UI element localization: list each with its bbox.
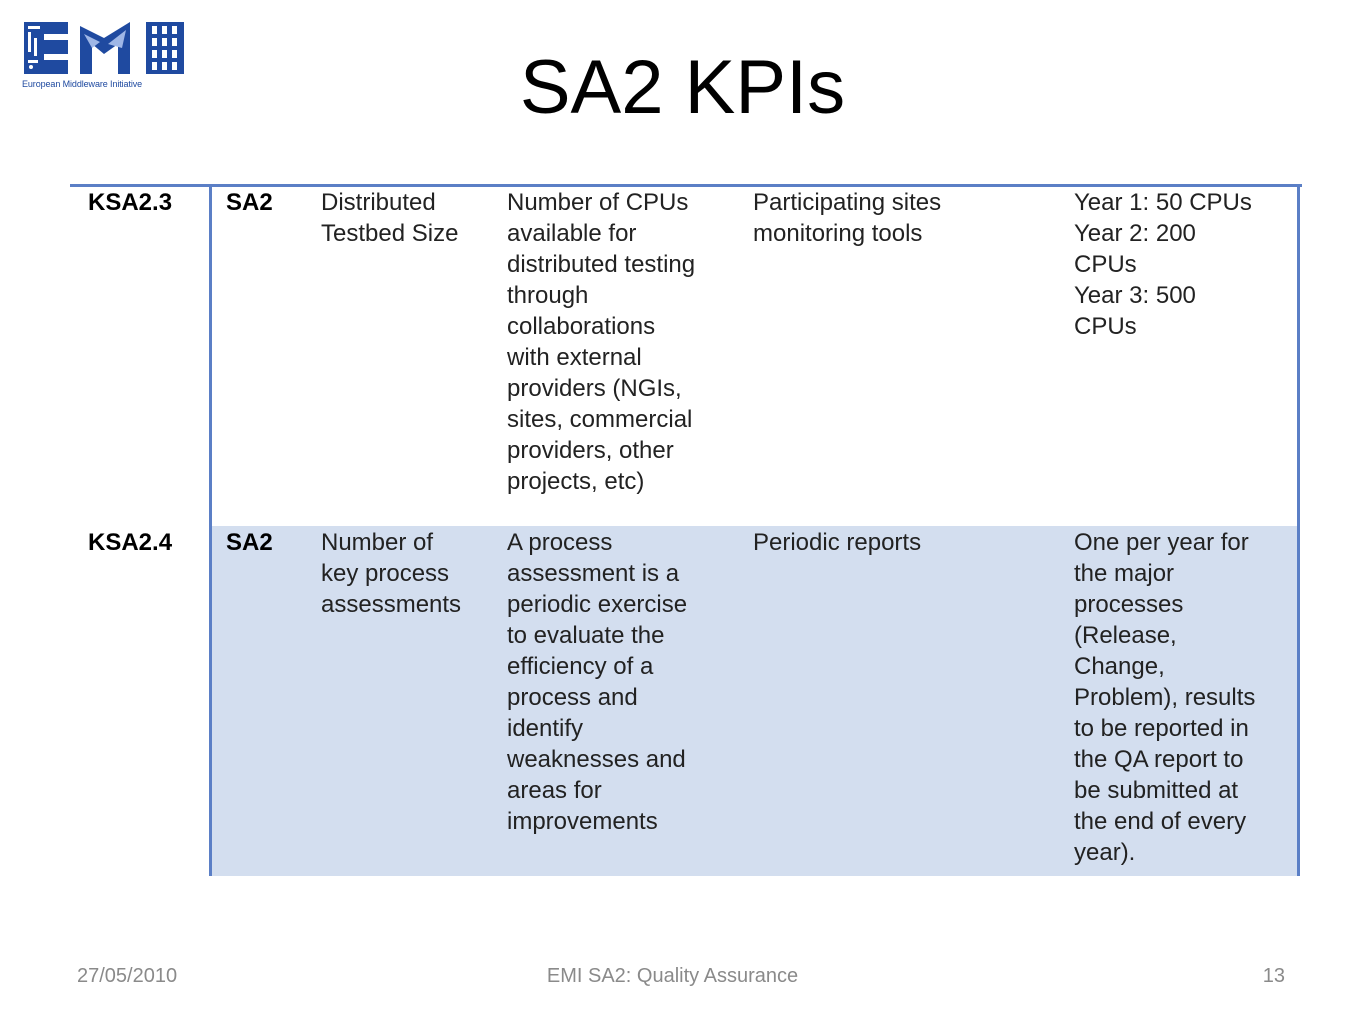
footer-date: 27/05/2010 bbox=[77, 965, 178, 987]
kpi-table bbox=[70, 184, 1302, 876]
row2-id: KSA2.4 bbox=[88, 529, 173, 556]
row1-name: Distributed Testbed Size bbox=[321, 189, 459, 247]
row1-target: Year 1: 50 CPUs Year 2: 200 CPUs Year 3: 500 CPUs bbox=[1074, 189, 1252, 340]
table-right-border bbox=[1297, 184, 1300, 876]
row2-target: One per year for the major processes (Release, Change, Problem), results to be reported in the QA report to be submitted at the end of every year). bbox=[1074, 529, 1256, 866]
row1-activity: SA2 bbox=[226, 189, 273, 216]
row2-activity: SA2 bbox=[226, 529, 273, 556]
row2-description: A process assessment is a periodic exercise to evaluate the efficiency of a process and identify weaknesses and areas for improvements bbox=[507, 529, 688, 835]
row1-description: Number of CPUs available for distributed testing through collaborations with external providers (NGIs, sites, commercial providers, other projects, etc) bbox=[507, 189, 696, 495]
row2-source: Periodic reports bbox=[753, 529, 922, 556]
footer-page-number: 13 bbox=[1262, 965, 1285, 987]
logo-caption: European Middleware Initiative bbox=[22, 79, 143, 89]
slide-title: SA2 KPIs bbox=[519, 45, 846, 130]
row1-source: Participating sites monitoring tools bbox=[753, 189, 942, 247]
row1-id: KSA2.3 bbox=[88, 189, 173, 216]
footer-center-text: EMI SA2: Quality Assurance bbox=[546, 965, 799, 987]
row2-name: Number of key process assessments bbox=[321, 529, 462, 618]
table-left-border bbox=[209, 184, 212, 876]
